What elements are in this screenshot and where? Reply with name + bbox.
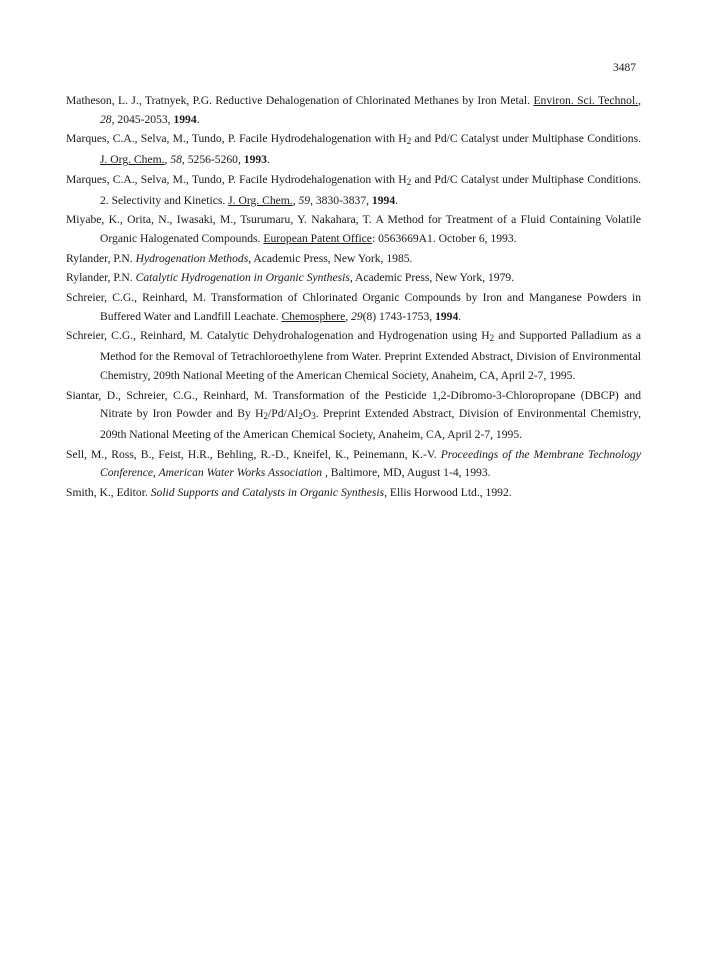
- reference-text: and Pd/C Catalyst under Multiphase Conditions.: [411, 132, 641, 146]
- journal-title: J. Org. Chem.: [100, 153, 165, 167]
- reference-text: Miyabe, K., Orita, N., Iwasaki, M., Tsurumaru, Y. Nakahara, T. A Method for Treatment of a Fluid Containing Volatile Organic Halogenated Compounds.: [66, 213, 641, 245]
- reference-entry-matheson: [66, 92, 641, 129]
- italic-text: 28: [100, 112, 112, 126]
- year: 1994: [435, 309, 459, 323]
- reference-text: ,: [345, 309, 352, 323]
- italic-text: 29: [351, 309, 363, 323]
- reference-text: , 2045-2053,: [111, 112, 174, 126]
- reference-text: Smith, K., Editor.: [66, 486, 151, 500]
- journal-title: Chemosphere: [281, 309, 346, 323]
- reference-text: .: [196, 112, 200, 126]
- subscript: 2: [406, 176, 412, 187]
- reference-text: Rylander, P.N.: [66, 271, 136, 285]
- journal-title: Environ. Sci. Technol.: [533, 94, 639, 107]
- reference-text: , Ellis Horwood Ltd., 1992.: [384, 486, 512, 500]
- italic-text: 59: [298, 193, 311, 207]
- reference-text: Schreier, C.G., Reinhard, M. Catalytic Dehydrohalogenation and Hydrogenation using H: [66, 329, 490, 343]
- subscript: 2: [406, 136, 412, 147]
- page-number: 3487: [613, 62, 636, 74]
- reference-list: [66, 92, 641, 504]
- reference-text: .: [458, 309, 462, 323]
- reference-text: Matheson, L. J., Tratnyek, P.G. Reductive Dehalogenation of Chlorinated Methanes by Iron Metal.: [66, 94, 534, 107]
- reference-text: .: [266, 153, 270, 167]
- italic-text: 58: [170, 153, 182, 167]
- subscript: 2: [298, 411, 303, 422]
- subscript: 2: [489, 333, 495, 344]
- year: 1993: [243, 153, 267, 167]
- reference-entry-marques-1994: [66, 171, 641, 210]
- reference-entry-rylander-1979: [66, 269, 641, 288]
- reference-text: Schreier, C.G., Reinhard, M. Transformation of Chlorinated Organic Compounds by Iron and Manganese Powders in Buffered Water and Landfill Leachate.: [66, 291, 641, 323]
- journal-title: European Patent Office: [263, 231, 372, 245]
- reference-text: , 5256-5260,: [181, 153, 244, 167]
- reference-text: : 0563669A1. October 6, 1993.: [371, 231, 517, 245]
- italic-text: Catalytic Hydrogenation in Organic Synthesis: [135, 271, 350, 285]
- reference-entry-sell: [66, 446, 641, 483]
- reference-text: , Baltimore, MD, August 1-4, 1993.: [322, 466, 491, 480]
- reference-text: and Pd/C Catalyst under Multiphase Conditions. 2. Selectivity and Kinetics.: [100, 172, 641, 207]
- reference-text: Marques, C.A., Selva, M., Tundo, P. Facile Hydrodehalogenation with H: [66, 132, 407, 146]
- italic-text: Solid Supports and Catalysts in Organic Synthesis: [150, 486, 385, 500]
- italic-text: Proceedings of the Membrane Technology Conference, American Water Works Association: [100, 447, 641, 480]
- reference-text: /Pd/Al: [268, 407, 299, 421]
- reference-entry-miyabe: [66, 211, 641, 248]
- reference-text: Marques, C.A., Selva, M., Tundo, P. Facile Hydrodehalogenation with H: [66, 172, 407, 186]
- year: 1994: [173, 112, 197, 126]
- reference-text: , Academic Press, New York, 1985.: [248, 251, 413, 265]
- reference-text: and Supported Palladium as a Method for the Removal of Tetrachloroethylene from Water. Preprint Extended Abstract, Division of Environmental Chemistry, 209th National Meeting of the American Chemical Society, Anaheim, CA, April 2-7, 1995.: [100, 329, 641, 382]
- reference-entry-rylander-1985: [66, 250, 641, 269]
- journal-title: J. Org. Chem.: [228, 193, 293, 207]
- reference-text: O: [302, 407, 312, 421]
- reference-entry-siantar: [66, 387, 641, 445]
- reference-text: , 3830-3837,: [310, 193, 372, 207]
- reference-text: . Preprint Extended Abstract, Division of Environmental Chemistry, 209th National Meeting of the American Chemical Society, Anaheim, CA, April 2-7, 1995.: [100, 407, 641, 441]
- reference-entry-smith: [66, 484, 641, 503]
- reference-text: .: [395, 193, 399, 207]
- reference-entry-schreier-1994: [66, 289, 641, 326]
- reference-text: Siantar, D., Schreier, C.G., Reinhard, M. Transformation of the Pesticide 1,2-Dibromo-3-Chloropropane (DBCP) and Nitrate by Iron Powder and By H: [66, 388, 641, 421]
- reference-entry-marques-1993: [66, 130, 641, 169]
- reference-text: , Academic Press, New York, 1979.: [349, 271, 515, 285]
- reference-text: (8) 1743-1753,: [362, 309, 436, 323]
- subscript: 3: [311, 411, 316, 422]
- year: 1994: [371, 193, 396, 207]
- reference-entry-schreier-1995: [66, 327, 641, 385]
- reference-text: Rylander, P.N.: [66, 251, 136, 265]
- reference-text: ,: [292, 193, 299, 207]
- reference-text: ,: [164, 153, 171, 167]
- subscript: 2: [263, 411, 269, 422]
- italic-text: Hydrogenation Methods: [135, 251, 249, 265]
- reference-text: ,: [638, 94, 641, 107]
- reference-text: Sell, M., Ross, B., Feist, H.R., Behling, R.-D., Kneifel, K., Peinemann, K.-V.: [66, 447, 441, 461]
